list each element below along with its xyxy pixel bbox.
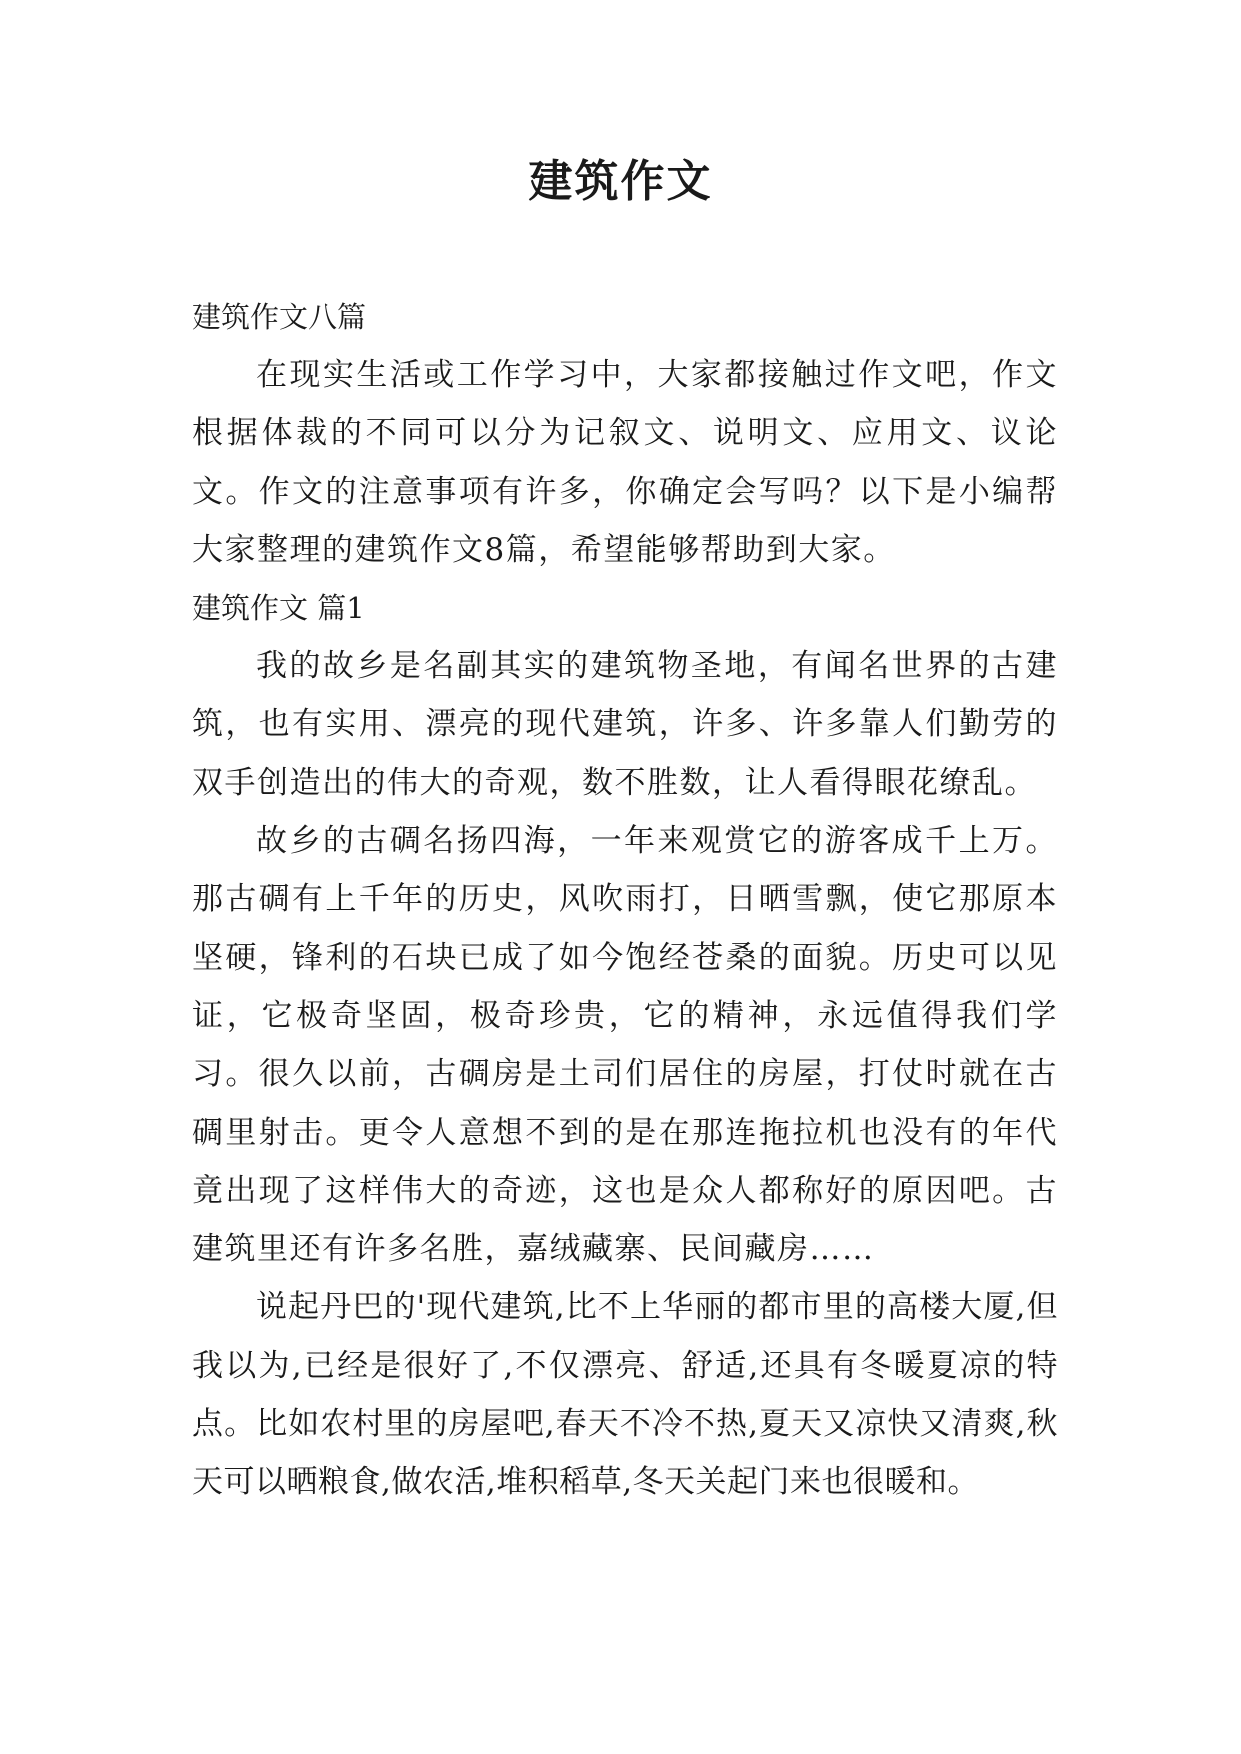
document-body [192, 288, 1058, 1512]
section-1-paragraph-3: 说起丹巴的'现代建筑,比不上华丽的都市里的高楼大厦,但我以为,已经是很好了,不仅漂亮、舒适,还具有冬暖夏凉的特点。比如农村里的房屋吧,春天不冷不热,夏天又凉快又清爽,秋天可以晒粮食,做农活,堆积稻草,冬天关起门来也很暖和。 [192, 1289, 1058, 1501]
section-1-paragraph-2: 故乡的古碉名扬四海，一年来观赏它的游客成千上万。那古碉有上千年的历史，风吹雨打，日晒雪飘，使它那原本坚硬，锋利的石块已成了如今饱经苍桑的面貌。历史可以见证，它极奇坚固，极奇珍贵，它的精神，永远值得我们学习。很久以前，古碉房是土司们居住的房屋，打仗时就在古碉里射击。更令人意想不到的是在那连拖拉机也没有的年代竟出现了这样伟大的奇迹，这也是众人都称好的原因吧。古建筑里还有许多名胜，嘉绒藏寨、民间藏房…… [192, 823, 1058, 1268]
intro-paragraph: 在现实生活或工作学习中，大家都接触过作文吧，作文根据体裁的不同可以分为记叙文、说明文、应用文、议论文。作文的注意事项有许多，你确定会写吗？以下是小编帮大家整理的建筑作文8篇，希望能够帮助到大家。 [192, 357, 1058, 568]
section-1-paragraph-1: 我的故乡是名副其实的建筑物圣地，有闻名世界的古建筑，也有实用、漂亮的现代建筑，许多、许多靠人们勤劳的双手创造出的伟大的奇观，数不胜数，让人看得眼花缭乱。 [192, 648, 1058, 801]
document-title: 建筑作文 [528, 156, 713, 207]
main-heading: 建筑作文八篇 [192, 300, 367, 334]
section-1-heading: 建筑作文 篇1 [192, 591, 365, 626]
